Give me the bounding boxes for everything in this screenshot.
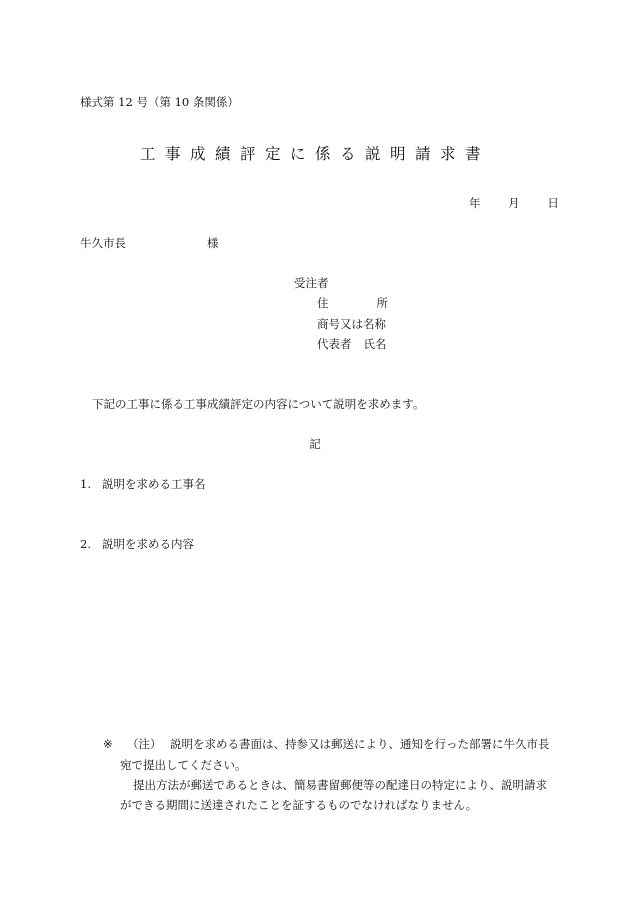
representative-label [317,339,387,351]
date-year-label: 年 [469,196,481,210]
addressee-suffix: 様 [207,236,219,250]
form-number: 様式第 12 号（第 10 条関係） [80,95,239,109]
representative-label-a: 代表者 [317,337,352,351]
addressee-name: 牛久市長 [80,236,126,250]
representative-label-b: 氏名 [363,337,387,351]
request-statement: 下記の工事に係る工事成績評定の内容について説明を求めます。 [92,397,425,411]
company-name-label: 商号又は名称 [317,317,386,331]
date-row [469,198,559,210]
address-label [317,298,388,310]
item-number: 2. [80,537,91,551]
item-number: 1. [80,477,91,491]
item-text: 説明を求める工事名 [102,477,206,491]
ki-heading: 記 [309,437,321,451]
note-line-1: 説明を求める書面は、持参又は郵送により、通知を行った部署に牛久市長 [170,737,550,751]
item-construction-name [80,479,206,491]
note-label: （注） [127,737,162,751]
item-text: 説明を求める内容 [102,537,194,551]
address-label-b: 所 [376,296,388,310]
contractor-heading: 受注者 [294,276,329,290]
date-month-label: 月 [508,196,520,210]
note-line-4: ができる期間に送達されたことを証するものでなければなりません。 [120,798,478,812]
document-title: 工事成績評定に係る説明請求書 [139,145,490,163]
item-request-content [80,539,194,551]
note-line-2: 宛で提出してください。 [120,758,247,772]
note-line-3: 提出方法が郵送であるときは、簡易書留郵便等の配達日の特定により、説明請求 [133,778,547,792]
note-mark: ※ [103,737,113,751]
address-label-a: 住 [317,296,329,310]
date-day-label: 日 [547,196,559,210]
